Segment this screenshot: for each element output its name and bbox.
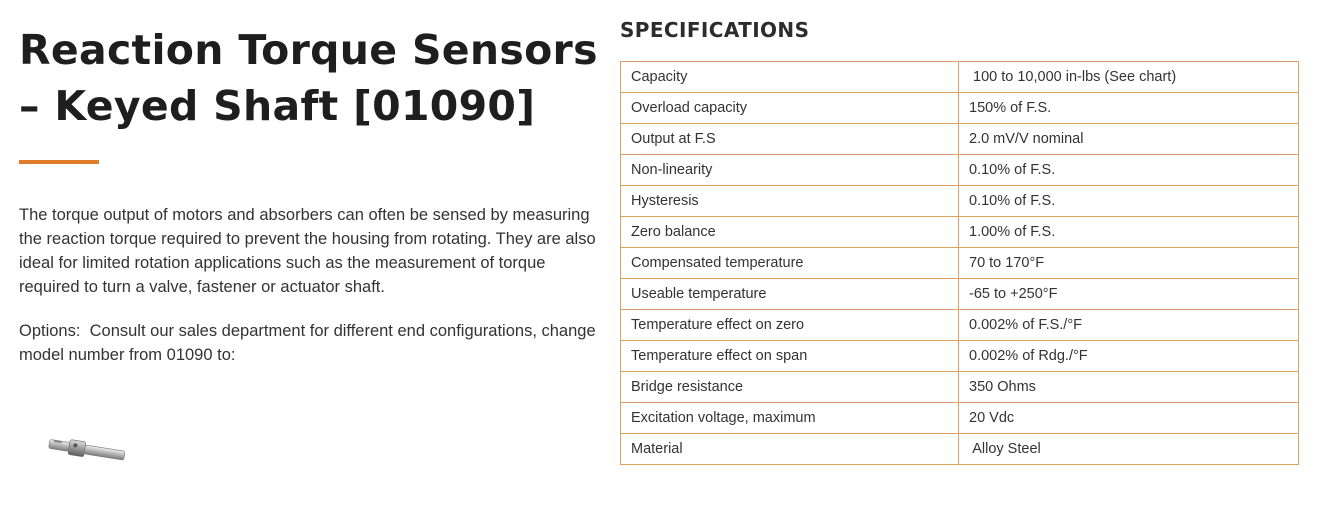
table-row <box>621 310 1299 341</box>
product-options-note: Options: Consult our sales department for different end configurations, change model number from 01090 to: <box>19 322 601 364</box>
spec-value: 100 to 10,000 in-lbs (See chart) <box>959 62 1299 93</box>
table-row <box>621 186 1299 217</box>
specifications-heading: SPECIFICATIONS <box>620 18 810 42</box>
spec-value: 0.10% of F.S. <box>959 186 1299 217</box>
spec-label: Bridge resistance <box>621 372 959 403</box>
table-row <box>621 434 1299 465</box>
table-row <box>621 217 1299 248</box>
spec-value: -65 to +250°F <box>959 279 1299 310</box>
spec-label: Material <box>621 434 959 465</box>
title-accent-divider <box>19 160 99 164</box>
product-description: The torque output of motors and absorbers can often be sensed by measuring the reaction torque required to prevent the housing from rotating. They are also ideal for limited rotation applications such as the measurement of torque required to turn a valve, fastener or actuator shaft. <box>19 206 596 296</box>
spec-value: 1.00% of F.S. <box>959 217 1299 248</box>
table-row <box>621 248 1299 279</box>
spec-value: 70 to 170°F <box>959 248 1299 279</box>
spec-value: 0.002% of Rdg./°F <box>959 341 1299 372</box>
spec-label: Capacity <box>621 62 959 93</box>
spec-value: 150% of F.S. <box>959 93 1299 124</box>
product-section <box>19 22 604 364</box>
spec-value: 0.10% of F.S. <box>959 155 1299 186</box>
spec-label: Hysteresis <box>621 186 959 217</box>
spec-value: 350 Ohms <box>959 372 1299 403</box>
specifications-section <box>620 16 1299 457</box>
spec-value: Alloy Steel <box>959 434 1299 465</box>
table-row <box>621 155 1299 186</box>
table-row <box>621 341 1299 372</box>
spec-label: Non-linearity <box>621 155 959 186</box>
spec-label: Useable temperature <box>621 279 959 310</box>
table-row <box>621 403 1299 434</box>
table-row <box>621 372 1299 403</box>
spec-label: Temperature effect on span <box>621 341 959 372</box>
table-row <box>621 279 1299 310</box>
spec-value: 2.0 mV/V nominal <box>959 124 1299 155</box>
table-row <box>621 124 1299 155</box>
spec-label: Zero balance <box>621 217 959 248</box>
spec-value: 20 Vdc <box>959 403 1299 434</box>
table-row <box>621 93 1299 124</box>
spec-label: Overload capacity <box>621 93 959 124</box>
spec-label: Temperature effect on zero <box>621 310 959 341</box>
specifications-table <box>620 61 1299 465</box>
spec-label: Output at F.S <box>621 124 959 155</box>
spec-label: Compensated temperature <box>621 248 959 279</box>
keyed-shaft-sensor-image[interactable] <box>29 418 129 478</box>
page-title: Reaction Torque Sensors – Keyed Shaft [01090] <box>19 26 598 130</box>
table-row <box>621 62 1299 93</box>
spec-label: Excitation voltage, maximum <box>621 403 959 434</box>
spec-value: 0.002% of F.S./°F <box>959 310 1299 341</box>
keyed-shaft-sensor-icon <box>29 418 129 474</box>
